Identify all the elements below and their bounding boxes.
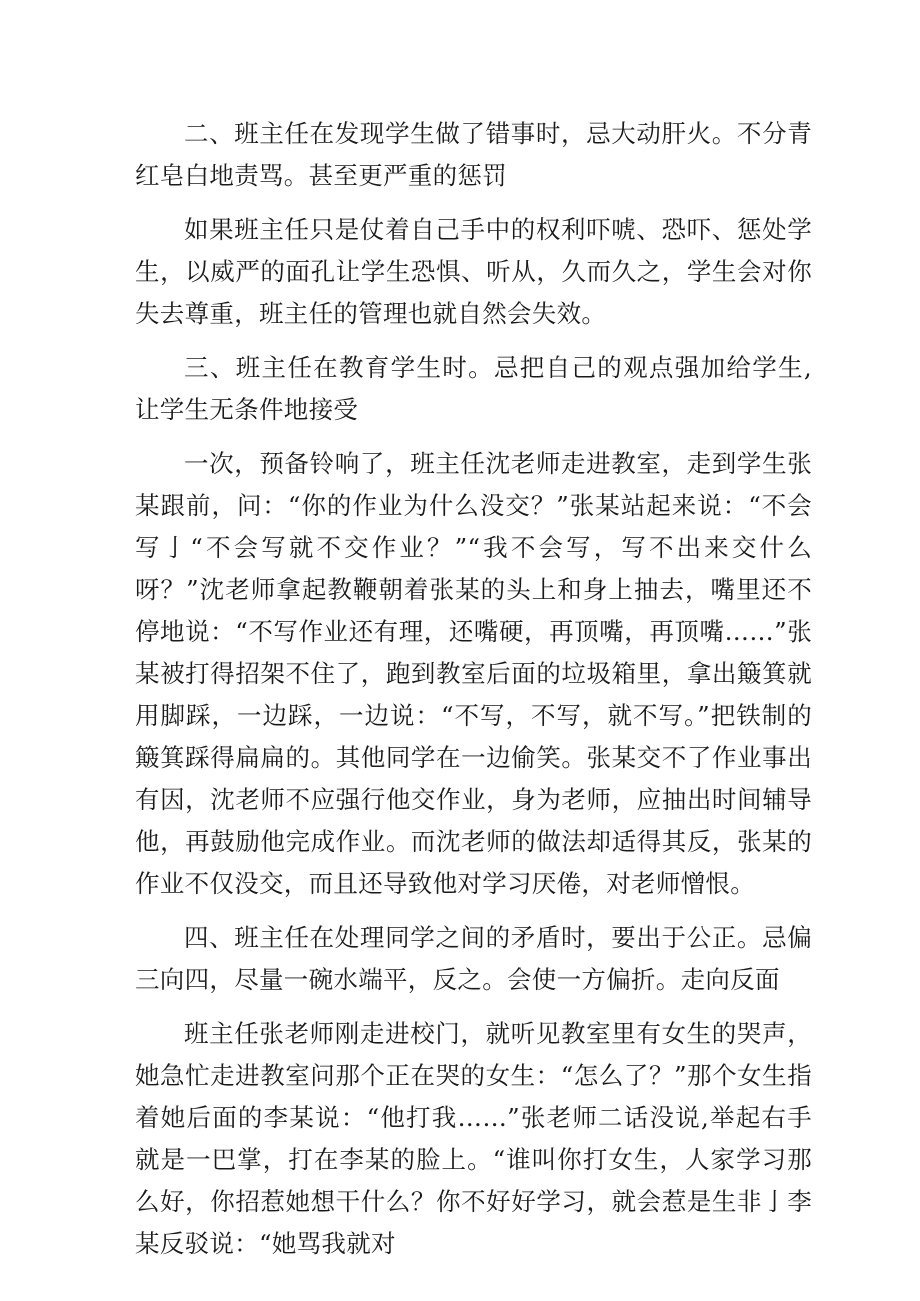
paragraph-body-3: 班主任张老师刚走进校门，就听见教室里有女生的哭声，她急忙走进教室问那个正在哭的女生：“怎么了？”那个女生指着她后面的李某说：“他打我……”张老师二话没说,举起右手就是一巴掌，打在李某的脸上。“谁叫你打女生，人家学习那么好，你招惹她想干什么？你不好好学习，就会惹是生非亅李某反驳说：“她骂我就对 <box>135 1019 812 1258</box>
paragraph-body-2: 一次，预备铃响了，班主任沈老师走进教室，走到学生张某跟前，问：“你的作业为什么没交？”张某站起来说：“不会写亅“不会写就不交作业？”“我不会写，写不出来交什么呀？”沈老师拿起教鞭朝着张某的头上和身上抽去，嘴里还不停地说：“不写作业还有理，还嘴硬，再顶嘴，再顶嘴……”张某被打得招架不住了，跑到教室后面的垃圾箱里，拿出簸箕就用脚踩，一边踩，一边说：“不写，不写，就不写。”把铁制的簸箕踩得扁扁的。其他同学在一边偷笑。张某交不了作业事出有因，沈老师不应强行他交作业，身为老师，应抽出时间辅导他，再鼓励他完成作业。而沈老师的做法却适得其反，张某的作业不仅没交，而且还导致他对学习厌倦，对老师憎恨。 <box>135 449 812 898</box>
paragraph-heading-2: 二、班主任在发现学生做了错事时，忌大动肝火。不分青红皂白地责骂。甚至更严重的惩罚 <box>135 119 812 190</box>
paragraph-body-1: 如果班主任只是仗着自己手中的权利吓唬、恐吓、惩处学生，以威严的面孔让学生恐惧、听从，久而久之，学生会对你失去尊重，班主任的管理也就自然会失效。 <box>135 215 812 328</box>
paragraph-heading-3: 三、班主任在教育学生时。忌把自己的观点强加给学生,让学生无条件地接受 <box>135 353 812 424</box>
paragraph-heading-4: 四、班主任在处理同学之间的矛盾时，要出于公正。忌偏三向四，尽量一碗水端平，反之。会使一方偏折。走向反面 <box>135 923 812 994</box>
